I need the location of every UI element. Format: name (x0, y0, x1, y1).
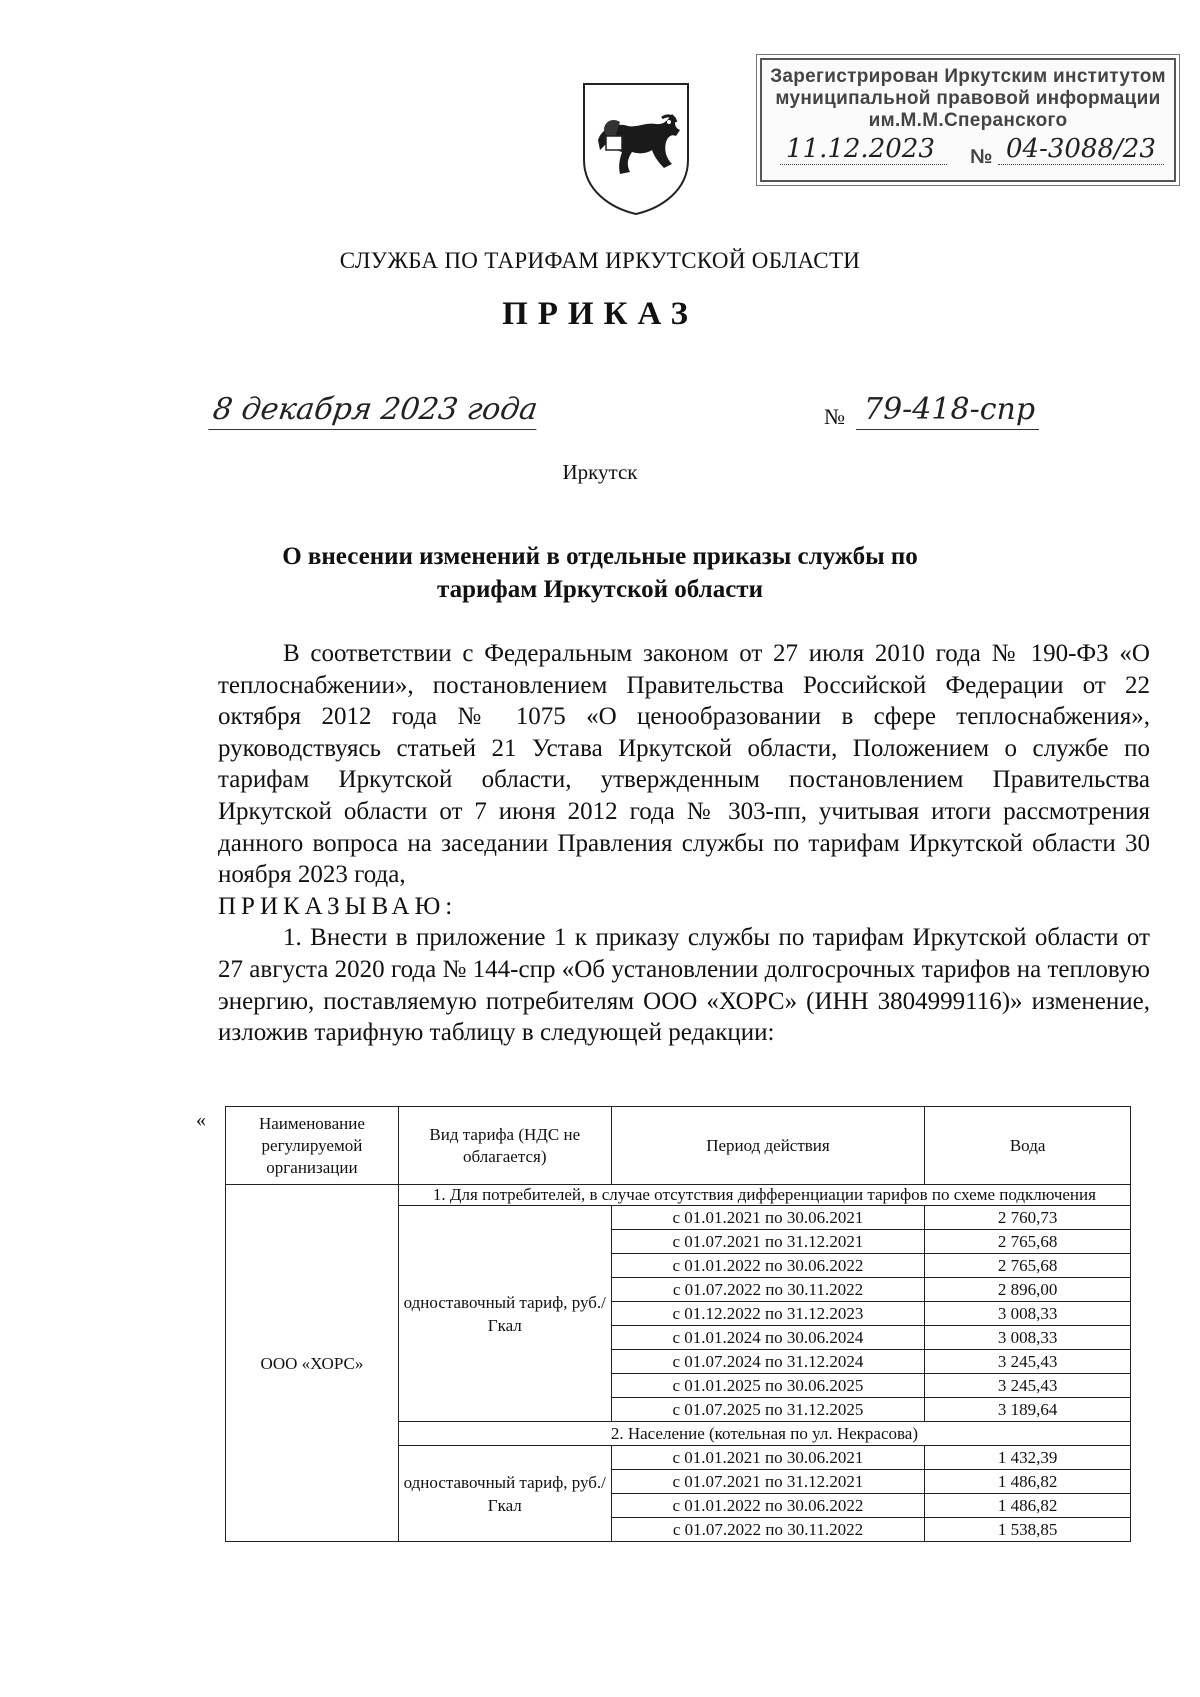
value-cell: 1 486,82 (925, 1470, 1131, 1494)
stamp-number-label: № (970, 146, 993, 168)
organization-cell: ООО «ХОРС» (226, 1185, 399, 1542)
section-1-tariff-type: одноставочный тариф, руб./Гкал (398, 1206, 611, 1422)
value-cell: 3 008,33 (925, 1302, 1131, 1326)
table-header-row (226, 1107, 1131, 1185)
period-cell: с 01.12.2022 по 31.12.2023 (611, 1302, 925, 1326)
period-cell: с 01.07.2021 по 31.12.2021 (611, 1470, 925, 1494)
value-cell: 2 765,68 (925, 1254, 1131, 1278)
period-cell: с 01.01.2024 по 30.06.2024 (611, 1326, 925, 1350)
period-cell: с 01.07.2021 по 31.12.2021 (611, 1230, 925, 1254)
value-cell: 2 760,73 (925, 1206, 1131, 1230)
coat-of-arms-emblem (576, 78, 696, 218)
order-word: ПРИКАЗЫВАЮ: (218, 892, 458, 920)
tariff-table (225, 1106, 1131, 1542)
value-cell: 2 765,68 (925, 1230, 1131, 1254)
header-organization: Наименование регулируемой организации (226, 1107, 399, 1185)
agency-name: СЛУЖБА ПО ТАРИФАМ ИРКУТСКОЙ ОБЛАСТИ (339, 248, 861, 273)
period-cell: с 01.01.2022 по 30.06.2022 (611, 1494, 925, 1518)
stamp-line-2: муниципальной правовой информации (775, 88, 1161, 109)
stamp-line-1: Зарегистрирован Иркутским институтом (770, 66, 1166, 87)
period-cell: с 01.07.2022 по 30.11.2022 (611, 1518, 925, 1542)
document-body (218, 638, 1150, 1049)
value-cell: 2 896,00 (925, 1278, 1131, 1302)
stamp-line-3: им.М.М.Сперанского (868, 110, 1068, 131)
opening-quote: « (196, 1109, 206, 1131)
order-number-label: № (824, 404, 845, 429)
city: Иркутск (562, 460, 638, 484)
header-period: Период действия (611, 1107, 925, 1185)
handwritten-date: 8 декабря 2023 года (208, 392, 541, 430)
section-1-title: 1. Для потребителей, в случае отсутствия дифференциации тарифов по схеме подключения (398, 1185, 1130, 1206)
period-cell: с 01.01.2021 по 30.06.2021 (611, 1206, 925, 1230)
period-cell: с 01.07.2022 по 30.11.2022 (611, 1278, 925, 1302)
value-cell: 3 189,64 (925, 1398, 1131, 1422)
value-cell: 3 245,43 (925, 1350, 1131, 1374)
document-title: О внесении изменений в отдельные приказы службы по тарифам Иркутской области (282, 543, 918, 603)
section-2-title: 2. Население (котельная по ул. Некрасова) (398, 1422, 1130, 1446)
header-water: Вода (925, 1107, 1131, 1185)
value-cell: 3 245,43 (925, 1374, 1131, 1398)
period-cell: с 01.01.2021 по 30.06.2021 (611, 1446, 925, 1470)
period-cell: с 01.07.2025 по 31.12.2025 (611, 1398, 925, 1422)
period-cell: с 01.01.2022 по 30.06.2022 (611, 1254, 925, 1278)
section-2-tariff-type: одноставочный тариф, руб./Гкал (398, 1446, 611, 1542)
stamp-date: 11.12.2023 (780, 134, 947, 165)
period-cell: с 01.07.2024 по 31.12.2024 (611, 1350, 925, 1374)
value-cell: 3 008,33 (925, 1326, 1131, 1350)
document-type: ПРИКАЗ (502, 296, 698, 332)
registration-stamp (760, 58, 1176, 182)
preamble-paragraph: В соответствии с Федеральным законом от 27 июля 2010 года № 190-ФЗ «О теплоснабжении», постановлением Правительства Российской Федерации от 22 октября 2012 года № 1075 «О ценообразовании в сфере теплоснабжения», руководствуясь статьей 21 Устава Иркутской области, Положением о службе по тарифам Иркутской области, утвержденным постановлением Правительства Иркутской области от 7 июня 2012 года № 303-пп, учитывая итоги рассмотрения данного вопроса на заседании Правления службы по тарифам Иркутской области 30 ноября 2023 года, (218, 640, 1150, 889)
value-cell: 1 432,39 (925, 1446, 1131, 1470)
item-1-paragraph: 1. Внести в приложение 1 к приказу службы по тарифам Иркутской области от 27 августа 2020 года № 144-спр «Об установлении долгосрочных тарифов на тепловую энергию, поставляемую потребителям ООО «ХОРС» (ИНН 3804999116)» изменение, изложив тарифную таблицу в следующей редакции: (218, 924, 1150, 1047)
stamp-number: 04-3088/23 (998, 134, 1164, 165)
value-cell: 1 538,85 (925, 1518, 1131, 1542)
period-cell: с 01.01.2025 по 30.06.2025 (611, 1374, 925, 1398)
handwritten-order-number: 79-418-спр (856, 392, 1039, 430)
section-1-title-row (226, 1185, 1131, 1206)
header-tariff-type: Вид тарифа (НДС не облагается) (398, 1107, 611, 1185)
value-cell: 1 486,82 (925, 1494, 1131, 1518)
